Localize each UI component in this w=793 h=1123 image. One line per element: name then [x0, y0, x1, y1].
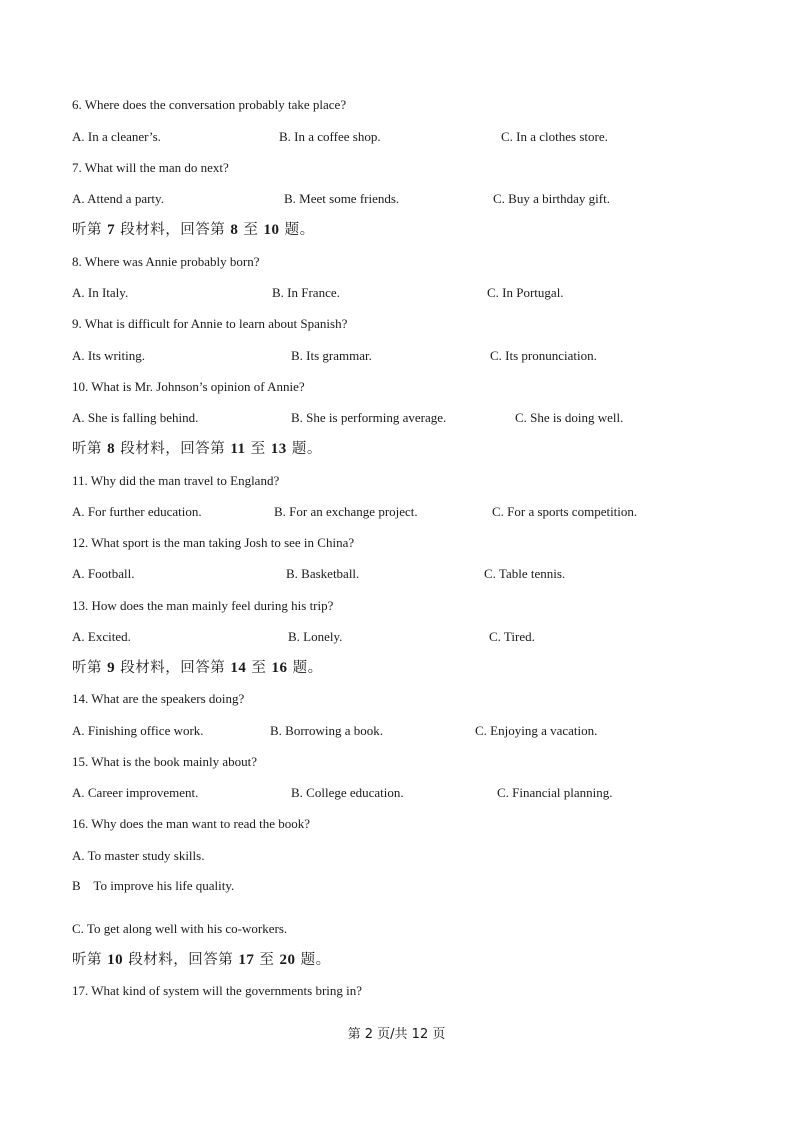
q10-option-c: C. She is doing well. [515, 410, 624, 425]
question-11: 11. Why did the man travel to England? [72, 473, 280, 488]
question-8: 8. Where was Annie probably born? [72, 254, 260, 269]
q15-option-b: B. College education. [291, 785, 404, 800]
question-13: 13. How does the man mainly feel during his trip? [72, 598, 334, 613]
q14-option-c: C. Enjoying a vacation. [475, 723, 598, 738]
q12-option-b: B. Basketball. [286, 566, 360, 581]
question-9: 9. What is difficult for Annie to learn about Spanish? [72, 316, 348, 331]
q13-option-a: A. Excited. [72, 629, 131, 644]
question-12: 12. What sport is the man taking Josh to see in China? [72, 535, 355, 550]
q10-option-b: B. She is performing average. [291, 410, 447, 425]
q15-option-c: C. Financial planning. [497, 785, 613, 800]
q9-option-b: B. Its grammar. [291, 348, 372, 363]
section-heading-10: 听第 10 段材料，回答第 17 至 20 题。 [72, 952, 331, 968]
q16-option-c: C. To get along well with his co-workers. [72, 921, 288, 936]
q7-option-c: C. Buy a birthday gift. [493, 191, 610, 206]
q14-option-b: B. Borrowing a book. [270, 723, 384, 738]
question-17: 17. What kind of system will the governments bring in? [72, 983, 363, 998]
q9-option-c: C. Its pronunciation. [490, 348, 597, 363]
q6-option-a: A. In a cleaner’s. [72, 129, 161, 144]
q12-option-c: C. Table tennis. [484, 566, 566, 581]
question-7: 7. What will the man do next? [72, 160, 229, 175]
q11-option-b: B. For an exchange project. [274, 504, 418, 519]
q14-option-a: A. Finishing office work. [72, 723, 204, 738]
q15-option-a: A. Career improvement. [72, 785, 199, 800]
q11-option-c: C. For a sports competition. [492, 504, 638, 519]
question-6: 6. Where does the conversation probably take place? [72, 97, 347, 112]
q7-option-a: A. Attend a party. [72, 191, 164, 206]
q6-option-b: B. In a coffee shop. [279, 129, 381, 144]
page-footer: 第 2 页/共 12 页 [347, 1027, 446, 1042]
q16-option-b: B To improve his life quality. [72, 878, 235, 893]
question-10: 10. What is Mr. Johnson’s opinion of Annie? [72, 379, 305, 394]
q6-option-c: C. In a clothes store. [501, 129, 608, 144]
q7-option-b: B. Meet some friends. [284, 191, 400, 206]
q8-option-b: B. In France. [272, 285, 340, 300]
section-heading-7: 听第 7 段材料，回答第 8 至 10 题。 [72, 222, 315, 238]
q12-option-a: A. Football. [72, 566, 135, 581]
question-16: 16. Why does the man want to read the book? [72, 816, 311, 831]
question-14: 14. What are the speakers doing? [72, 691, 245, 706]
q16-option-a: A. To master study skills. [72, 848, 205, 863]
q11-option-a: A. For further education. [72, 504, 202, 519]
q13-option-c: C. Tired. [489, 629, 535, 644]
q8-option-a: A. In Italy. [72, 285, 129, 300]
question-15: 15. What is the book mainly about? [72, 754, 257, 769]
q10-option-a: A. She is falling behind. [72, 410, 199, 425]
section-heading-9: 听第 9 段材料，回答第 14 至 16 题。 [72, 660, 323, 676]
q9-option-a: A. Its writing. [72, 348, 145, 363]
section-heading-8: 听第 8 段材料，回答第 11 至 13 题。 [72, 441, 322, 457]
q13-option-b: B. Lonely. [288, 629, 343, 644]
q8-option-c: C. In Portugal. [487, 285, 564, 300]
